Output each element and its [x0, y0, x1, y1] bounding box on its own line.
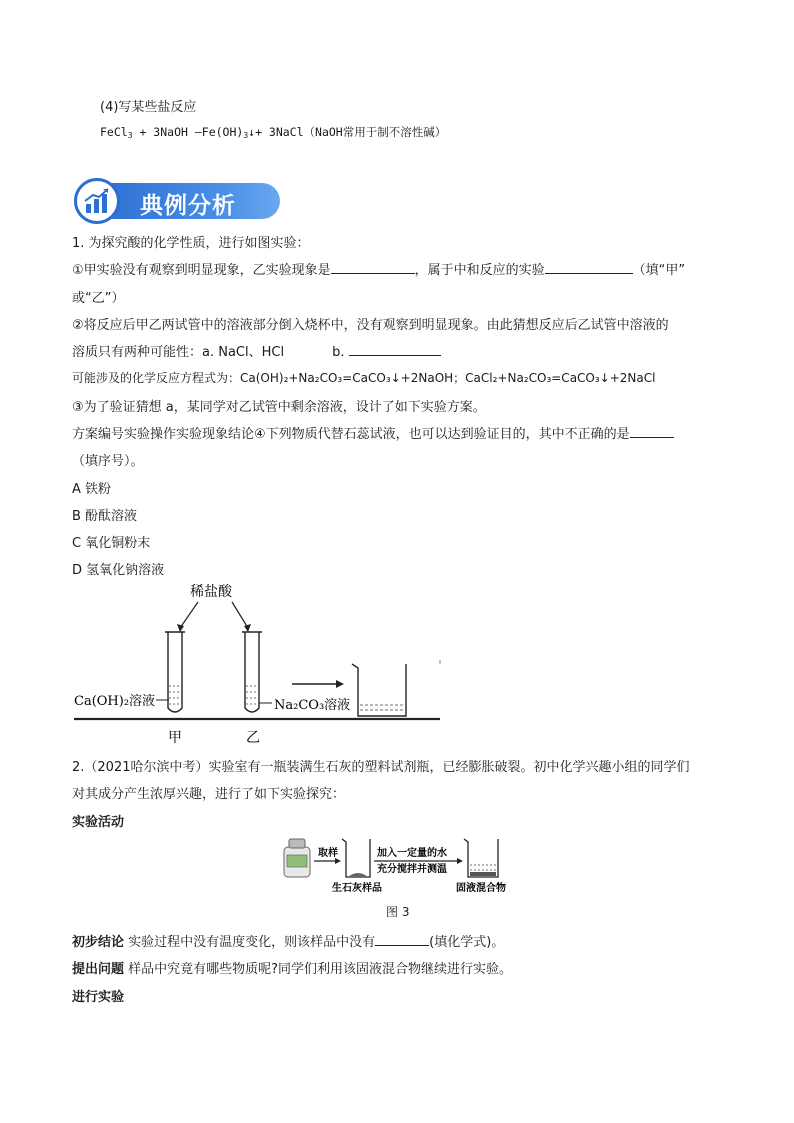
option-a: A 铁粉: [72, 482, 112, 497]
question-label: 提出问题: [72, 962, 125, 977]
answer-blank-2[interactable]: [545, 260, 633, 274]
tube-a-label: 甲: [168, 730, 182, 746]
conclusion-label: 初步结论: [72, 935, 125, 950]
tube-b-label: 乙: [246, 730, 260, 746]
q1-line1-a: ①甲实验没有观察到明显现象，乙实验现象是: [72, 263, 331, 278]
chart-icon: [74, 178, 120, 224]
q1-line3: ②将反应后甲乙两试管中的溶液部分倒入烧杯中，没有观察到明显现象。由此猜想反应后乙试管中溶液的: [72, 318, 669, 333]
eq-mid: + 3NaOH —Fe(OH): [132, 125, 244, 139]
q2-line1: 2.（2021哈尔滨中考）实验室有一瓶装满生石灰的塑料试剂瓶，已经膨胀破裂。初中化学兴趣小组的同学们: [72, 760, 690, 775]
q2-conclusion: [72, 931, 504, 950]
mixture-label: 固液混合物: [456, 883, 506, 894]
section4-equation: [100, 124, 446, 140]
answer-blank-3[interactable]: [349, 342, 441, 356]
q1-line4-a: 溶质只有两种可能性：a. NaCl、HCl: [72, 345, 285, 360]
question-text: 样品中究竟有哪些物质呢?同学们利用该固液混合物继续进行实验。: [128, 962, 513, 977]
sample-label: 生石灰样品: [332, 883, 382, 894]
answer-blank-5[interactable]: [375, 932, 429, 946]
q1-line8: （填序号）。: [72, 454, 144, 469]
reagent-bottle-icon: [284, 839, 310, 877]
conclusion-text: 实验过程中没有温度变化，则该样品中没有: [128, 935, 376, 950]
q1-line7: [72, 423, 674, 442]
q1-line1-b: ，属于中和反应的实验: [414, 263, 545, 278]
q1-line7-a: 方案编号实验操作实验现象结论④下列物质代替石蕊试液，也可以达到验证目的，其中不正确的是: [72, 427, 630, 442]
conclusion-tail: (填化学式)。: [429, 935, 505, 950]
acid-label: 稀盐酸: [190, 584, 232, 600]
eq-sub2: 3: [243, 131, 249, 140]
q1-line6: ③为了验证猜想 a，某同学对乙试管中剩余溶液，设计了如下实验方案。: [72, 400, 486, 415]
q2-activity-heading: 实验活动: [72, 815, 125, 830]
option-c: C 氧化铜粉末: [72, 536, 151, 551]
q2-line2: 对其成分产生浓厚兴趣，进行了如下实验探究：: [72, 787, 346, 802]
figure-3-caption: 图 3: [386, 905, 410, 919]
step1-label: 取样: [318, 848, 338, 859]
q1-stem: 1. 为探究酸的化学性质，进行如图实验：: [72, 236, 310, 251]
section4-title: (4)写某些盐反应: [100, 100, 197, 115]
beaker: [352, 664, 406, 716]
q2-question: [72, 958, 512, 977]
q1-line4-b: b.: [332, 345, 345, 360]
q2-experiment-heading: 进行实验: [72, 990, 125, 1005]
figure-3-diagram: [276, 833, 516, 895]
left-reagent-label: Ca(OH)₂溶液: [74, 694, 156, 709]
q1-line1: [72, 259, 685, 278]
q1-line4: [72, 341, 441, 360]
step2b-label: 充分搅拌并测温: [377, 864, 447, 875]
answer-blank-1[interactable]: [331, 260, 415, 274]
step2a-label: 加入一定量的水: [377, 848, 447, 859]
eq-sub1: 3: [127, 131, 133, 140]
option-d: D 氢氧化钠溶液: [72, 563, 165, 578]
eq-rhs: ↓+ 3NaCl（NaOH常用于制不溶性碱）: [248, 125, 447, 139]
q1-line2: 或“乙”）: [72, 291, 125, 306]
right-reagent-label: Na₂CO₃溶液: [274, 698, 351, 713]
banner-title: 典例分析: [140, 193, 236, 219]
q1-line1-c: （填“甲”: [632, 263, 686, 278]
section-banner: [74, 178, 282, 224]
eq-lhs: FeCl: [100, 125, 128, 139]
test-tube-b: [242, 632, 262, 712]
option-b: B 酚酞溶液: [72, 509, 138, 524]
q1-line5: 可能涉及的化学反应方程式为：Ca(OH)₂+Na₂CO₃=CaCO₃↓+2NaOH；CaCl₂+Na₂CO₃=CaCO₃↓+2NaCl: [72, 371, 656, 385]
answer-blank-4[interactable]: [630, 424, 674, 438]
figure-test-tubes: [0, 578, 794, 748]
